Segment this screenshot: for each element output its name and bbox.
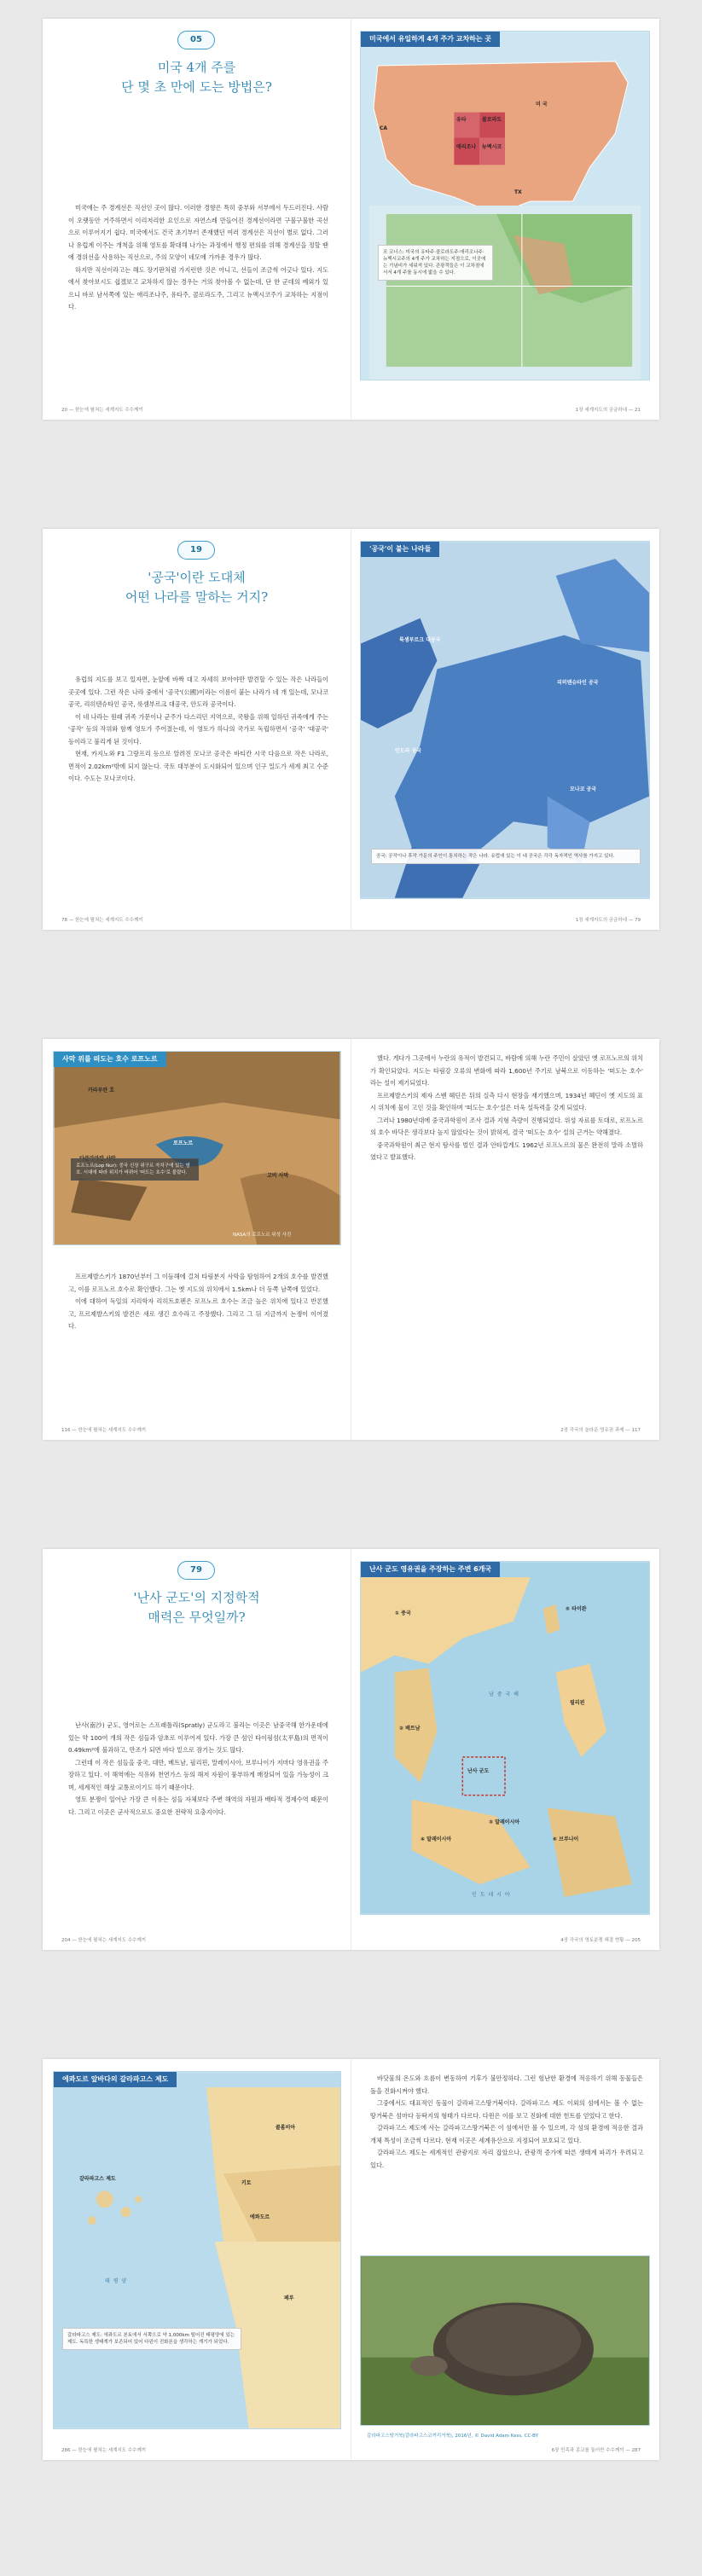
left-page — [43, 1039, 351, 1440]
galapagos-map-figure — [53, 2071, 341, 2429]
paragraph: 난사(南沙) 군도, 영어로는 스프래틀리(Spratly) 군도라고 불리는 이곳은 남중국해 한가운데에 있는 약 100여 개의 작은 섬들과 암초로 이루어져 있다. 가장 큰 섬인 타이핑섬(太平島)의 면적이 0.49km²에 불과하고, 만조가 되면 바다 밑으로 잠기는 것도 많다. — [68, 1721, 328, 1754]
right-page — [351, 19, 659, 420]
page-footer: 6장 민족과 종교를 둘러싼 수수께끼 — 287 — [551, 2448, 641, 2453]
left-page — [43, 529, 351, 930]
map-label: 남 중 국 해 — [489, 1691, 519, 1697]
paragraph: 하지만 직선이라고는 해도 장기판처럼 가지런한 것은 아니고, 선들이 조금씩 어긋나 있다. 지도에서 찾아보시도 쉽겠보고 교차하지 않는 경우는 거의 찾아볼 수 없는데, 단 한 군데의 예외가 있으니 바로 남서쪽에 있는 애리조나주, 유타주, 콜로라도주, 그리고 뉴멕시코주가 교차하는 지점이다. — [68, 265, 328, 310]
map-title: 에콰도르 앞바다의 갈라파고스 제도 — [54, 2072, 177, 2087]
us-map-figure — [360, 31, 650, 380]
left-page — [43, 1549, 351, 1950]
europe-map-graphic — [361, 542, 649, 898]
chapter-number-badge: 19 — [177, 541, 215, 560]
map-label: ⑥ 브루나이 — [553, 1836, 579, 1842]
map-title: '공국'이 붙는 나라들 — [361, 542, 439, 557]
paragraph: 현재, 카지노와 F1 그랑프리 등으로 알려진 모나코 공국은 바티칸 시국 다음으로 작은 나라로, 면적이 2.02km²밖에 되지 않는다. 국토 대부분이 도시화되어 있으며 인구 밀도가 세계 최고 수준이다. 수도는 모나코이다. — [68, 750, 328, 782]
map-label: CA — [380, 125, 388, 131]
paragraph: 갈라파고스 제도에 사는 갈라파고스땅거북은 이 섬에서만 볼 수 있으며, 각 섬의 환경에 적응한 결과 개체 특성이 조금씩 다르다. 현재 이곳은 세계유산으로 지정되어 보호되고 있다. — [370, 2124, 643, 2144]
spread-2 — [43, 529, 659, 930]
map-label: 카라부란 호 — [88, 1088, 115, 1094]
map-caption: 갈라파고스 제도: 에콰도르 본토에서 서쪽으로 약 1,000km 떨어진 태평양에 있는 제도. 독특한 생태계가 보존되어 있어 다윈이 진화론을 생각하는 계기가 되었다. — [62, 2328, 241, 2350]
map-label: 로프노르 — [173, 1140, 194, 1146]
page-footer: 4장 각국의 영토분쟁 해결 현황 — 205 — [560, 1938, 641, 1943]
left-page — [43, 2059, 351, 2460]
chapter-title — [43, 1588, 351, 1627]
right-page — [351, 2059, 659, 2460]
paragraph: 이에 대하여 독일의 지리학자 리히트호펜은 로프노르 호수는 조금 높은 위치에 있다고 반론했고, 프르제발스키의 발견은 새로 생긴 호수라고 주장했다. 그리고 그 뒤 지금까지 논쟁이 이어졌다. — [68, 1297, 328, 1330]
paragraph: 중국과학원이 최근 현지 탐사를 벌인 결과 안타깝게도 1962년 로프노르의 물은 완전히 말라 소멸하였다고 발표했다. — [370, 1140, 643, 1161]
title-line-1: '공국'이란 도대체 — [148, 570, 246, 585]
right-page — [351, 1549, 659, 1950]
title-line-2: 단 몇 초 만에 도는 방법은? — [121, 79, 272, 95]
body-text — [370, 1053, 643, 1164]
map-label: 유타 — [456, 117, 467, 123]
map-label: 고비 사막 — [267, 1173, 289, 1179]
paragraph: 그중에서도 대표적인 동물이 갈라파고스땅거북이다. 갈라파고스 제도 이외의 섬에서는 볼 수 없는 땅거북은 섬마다 등딱지의 형태가 다르다. 다윈은 이를 보고 진화에 대한 힌트를 얻었다고 한다. — [370, 2099, 643, 2120]
paragraph: 이 네 나라는 원래 귀족 가문이나 군주가 다스리던 지역으로, 국왕을 위해 일하던 귀족에게 주는 '공작' 등의 작위와 함께 영토가 주어졌는데, 이 영토가 하나의 국가로 독립하면서 '공국' '대공국' 등이라고 불리게 된 것이다. — [68, 712, 328, 746]
paragraph: 갈라파고스 제도는 세계적인 관광지로 자리 잡았으나, 관광객 증가에 따른 생태계 파괴가 우려되고 있다. — [370, 2149, 643, 2169]
galapagos-map-graphic — [54, 2072, 340, 2428]
map-label: 룩셈부르크 대공국 — [399, 637, 441, 643]
body-text — [68, 202, 328, 314]
page-footer: 286 — 한눈에 펼쳐는 세계지도 수수께끼 — [61, 2448, 147, 2453]
map-label: 난사 군도 — [467, 1768, 490, 1774]
map-title: 미국에서 유일하게 4개 주가 교차하는 곳 — [361, 32, 500, 47]
map-title: 난사 군도 영유권을 주장하는 주변 6개국 — [361, 1562, 500, 1577]
paragraph: 프르제발스키의 제자 스벤 헤딘은 뒤의 실측 다시 현장을 재기했으며, 1934년 헤딘이 옛 지도의 표시 위치에 물이 고인 것을 확인하며 '떠도는 호수'설은 더욱 설득력을 갖게 되었다. — [370, 1091, 643, 1111]
title-line-2: 어떤 나라를 말하는 거지? — [125, 589, 269, 605]
map-label: 에콰도르 — [250, 2214, 270, 2220]
right-page — [351, 1039, 659, 1440]
tortoise-photo — [360, 2255, 650, 2426]
body-text — [370, 2073, 643, 2172]
spread-1 — [43, 19, 659, 420]
chapter-number-badge: 79 — [177, 1561, 215, 1580]
map-label: ④ 말레이시아 — [421, 1836, 452, 1842]
map-label: 콜로라도 — [482, 117, 502, 123]
map-label: 리히텐슈타인 공국 — [557, 680, 599, 686]
map-label: ③ 말레이시아 — [489, 1819, 520, 1825]
map-label: 모나코 공국 — [570, 786, 597, 792]
map-label: 미 국 — [536, 102, 548, 107]
paragraph: 바닷물의 온도와 흐름이 변동하여 기후가 불안정하다. 그런 험난한 환경에 적응하기 위해 동물들은 돌을 진화시켜야 했다. — [370, 2074, 643, 2095]
map-label: 인 도 네 시 아 — [472, 1892, 511, 1898]
us-map-graphic — [361, 32, 649, 380]
satellite-photo — [54, 1052, 340, 1244]
page-footer: 204 — 한눈에 펼쳐는 세계지도 수수께끼 — [61, 1938, 147, 1943]
map-label: 애리조나 — [456, 144, 477, 150]
map-label: 갈라파고스 제도 — [79, 2176, 116, 2182]
left-page — [43, 19, 351, 420]
map-label: 뉴멕시코 — [482, 144, 502, 150]
chapter-number-badge: 05 — [177, 31, 215, 49]
page-footer: 1장 세계지도의 궁금하네 — 21 — [575, 408, 641, 413]
map-label: TX — [514, 189, 522, 195]
map-label: 콜롬비아 — [276, 2125, 296, 2131]
photo-caption: 갈라파고스땅거북(갈라파고스코끼리거북), 2016년, © David Adam Kess, CC-BY — [367, 2434, 538, 2439]
body-text — [68, 1271, 328, 1333]
spread-3 — [43, 1039, 659, 1440]
title-line-1: '난사 군도'의 지정학적 — [133, 1590, 260, 1605]
paragraph: 그런데 이 작은 섬들을 중국, 대만, 베트남, 필리핀, 말레이시아, 브루나이가 저마다 영유권을 주장하고 있다. 이 해역에는 석유와 천연가스 등의 해저 자원이 풍부하게 매장되어 있을 가능성이 크며, 세계적인 해상 교통로이기도 하기 때문이다. — [68, 1758, 328, 1791]
paragraph: 프르제발스키가 1870년부터 그 이듬해에 걸쳐 타림분지 사막을 탐험하여 2개의 호수를 발견했고, 이를 로프노르 호수로 확인했다. 그는 옛 지도의 위치에서 1.5km나 더 동쪽 남쪽에 있었다. — [68, 1273, 328, 1293]
tortoise-photo-graphic — [361, 2256, 649, 2425]
photo-credit: NASA의 로프노르 위성 사진 — [233, 1233, 292, 1238]
page-footer: 20 — 한눈에 펼쳐는 세계지도 수수께끼 — [61, 408, 143, 413]
right-page — [351, 529, 659, 930]
page-footer: 116 — 한눈에 펼쳐는 세계지도 수수께끼 — [61, 1428, 147, 1433]
south-china-sea-map-figure — [360, 1561, 650, 1915]
photo-caption: 로프노르(Lop Nur): 중국 신장 위구르 자치구에 있는 염호. 시대에 따라 위치가 바뀌어 '떠도는 호수'로 불렸다. — [71, 1158, 199, 1181]
map-caption: 포 코너스: 미국의 유타주·콜로라도주·애리조나주·뉴멕시코주의 4개 주가 교차하는 지점으로, 이곳에는 기념비가 세워져 있다. 관광객들은 이 교차점에 서서 4개 주를 동시에 밟을 수 있다. — [378, 245, 493, 281]
map-label: 안도라 공국 — [395, 748, 422, 754]
photo-title: 사막 위를 떠도는 호수 로프노르 — [54, 1052, 166, 1067]
map-label: 키토 — [241, 2180, 252, 2186]
map-label: 태 평 양 — [105, 2278, 128, 2284]
page-footer: 78 — 한눈에 펼쳐는 세계지도 수수께끼 — [61, 918, 143, 923]
spread-5 — [43, 2059, 659, 2460]
lop-nur-photo-figure — [53, 1051, 341, 1245]
page-footer: 1장 세계지도의 궁금하네 — 79 — [575, 918, 641, 923]
title-line-1: 미국 4개 주를 — [157, 60, 236, 75]
map-label: 필리핀 — [570, 1700, 585, 1706]
page-footer: 2장 각국의 놀라운 영유권 과제 — 117 — [560, 1428, 641, 1433]
paragraph: 유럽의 지도를 보고 있자면, 눈앞에 바짝 대고 자세히 보아야만 발견할 수 있는 작은 나라들이 곳곳에 있다. 그런 작은 나라 중에서 '공국'(公國)이라는 이름이 붙는 나라가 네 개 있는데, 모나코 공국, 리히텐슈타인 공국, 룩셈부르크 대공국, 안도라 공국이다. — [68, 676, 328, 708]
map-label: ② 베트남 — [399, 1726, 421, 1732]
paragraph: 했다. 게다가 그곳에서 누란의 유적이 발견되고, 바람에 의해 누란 주민이 살았던 옛 로프노르의 위치가 확인되었다. 지도는 타림강 오류의 변화에 따라 1,600년 주기로 남북으로 이동하는 '떠도는 호수' 라는 설이 제기되었다. — [370, 1054, 643, 1087]
chapter-title — [43, 568, 351, 607]
europe-map-figure — [360, 541, 650, 899]
spread-4 — [43, 1549, 659, 1950]
paragraph: 미국에는 주 경계선은 직선인 곳이 많다. 이러한 경향은 특히 중부와 서부에서 두드러진다. 사람이 오랫동안 거주하면서 이리저리한 요인으로 자연스레 만들어진 경계선이라면 구불구불한 곡선으로 이루어지기 쉽다. 미국에서도 건국 초기부터 존재했던 여러 경계선은 직선이 별로 없다. 그러나 유럽계 이주는 개척을 위해 영토를 확대해 나가는 과정에서 행정 편의를 위해 경계선을 정할 땐에 경위선을 사용하는 직선으로, 주의 모양이 네모에 가까운 경우가 많다. — [68, 204, 328, 261]
body-text — [68, 674, 328, 786]
chapter-title — [43, 58, 351, 97]
title-line-2: 매력은 무엇일까? — [148, 1610, 246, 1625]
map-caption: 공국: 공작이나 후작 가문의 주인이 통치하는 작은 나라. 유럽에 있는 이 네 공국은 각각 독자적인 역사를 가지고 있다. — [371, 849, 641, 864]
map-label: ① 중국 — [395, 1610, 411, 1616]
map-label: ⑤ 타이완 — [566, 1606, 587, 1612]
paragraph: 그러나 1980년대에 중국과학원이 조사 결과 지형 측량이 진행되었다. 위성 자료를 토대로, 로프노르의 호수 바닥은 생각보다 높지 않았다는 것이 밝혀져, 결국 '떠도는 호수' 설의 근거는 약해졌다. — [370, 1116, 643, 1136]
body-text — [68, 1720, 328, 1819]
map-label: 페루 — [284, 2295, 294, 2301]
paragraph: 영토 분쟁이 일어난 가장 큰 이유는 섬들 자체보다 주변 해역의 자원과 배타적 경제수역 때문이다. 그리고 이곳은 군사적으로도 중요한 전략적 요충지이다. — [68, 1796, 328, 1816]
